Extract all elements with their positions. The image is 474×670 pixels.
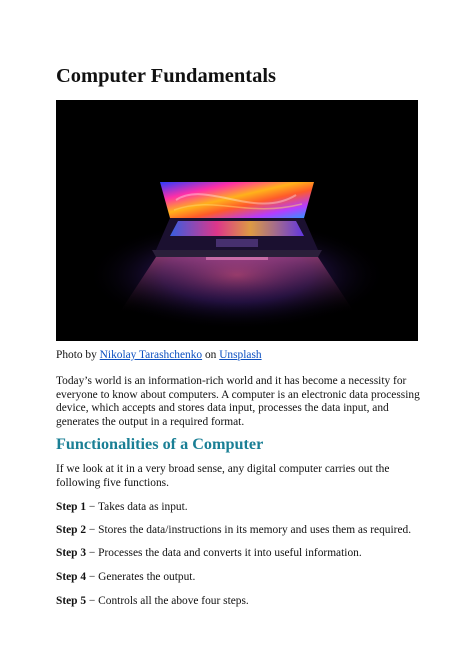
step-text: − Takes data as input.	[86, 501, 188, 513]
section-heading: Functionalities of a Computer	[56, 435, 264, 453]
step-label: Step 4	[56, 571, 87, 583]
laptop-photo	[56, 100, 418, 341]
step-text: − Stores the data/instructions in its memory and uses them as required.	[86, 524, 412, 536]
step-5	[56, 594, 249, 608]
author-link[interactable]: Nikolay Tarashchenko	[99, 349, 203, 361]
page-title: Computer Fundamentals	[56, 65, 277, 87]
step-3	[56, 546, 362, 560]
section-lead-paragraph: If we look at it in a very broad sense, any digital computer carries out the following five functions.	[56, 463, 390, 489]
step-label: Step 2	[56, 524, 87, 536]
photo-caption	[56, 349, 421, 363]
step-label: Step 1	[56, 501, 87, 513]
step-text: − Generates the output.	[86, 571, 196, 583]
intro-paragraph: Today’s world is an information-rich world and it has become a necessity for everyone to know about computers. A computer is an electronic data processing device, which accepts and stores data input, processes the data input, and generates the output in a required format.	[56, 375, 420, 428]
caption-middle: on	[202, 349, 220, 361]
step-label: Step 3	[56, 547, 87, 559]
step-2	[56, 523, 411, 537]
step-4	[56, 570, 195, 584]
step-text: − Processes the data and converts it into useful information.	[86, 547, 362, 559]
step-1	[56, 500, 188, 514]
caption-prefix: Photo by	[56, 349, 100, 361]
step-text: − Controls all the above four steps.	[86, 595, 249, 607]
unsplash-link[interactable]: Unsplash	[219, 349, 262, 361]
step-label: Step 5	[56, 595, 87, 607]
